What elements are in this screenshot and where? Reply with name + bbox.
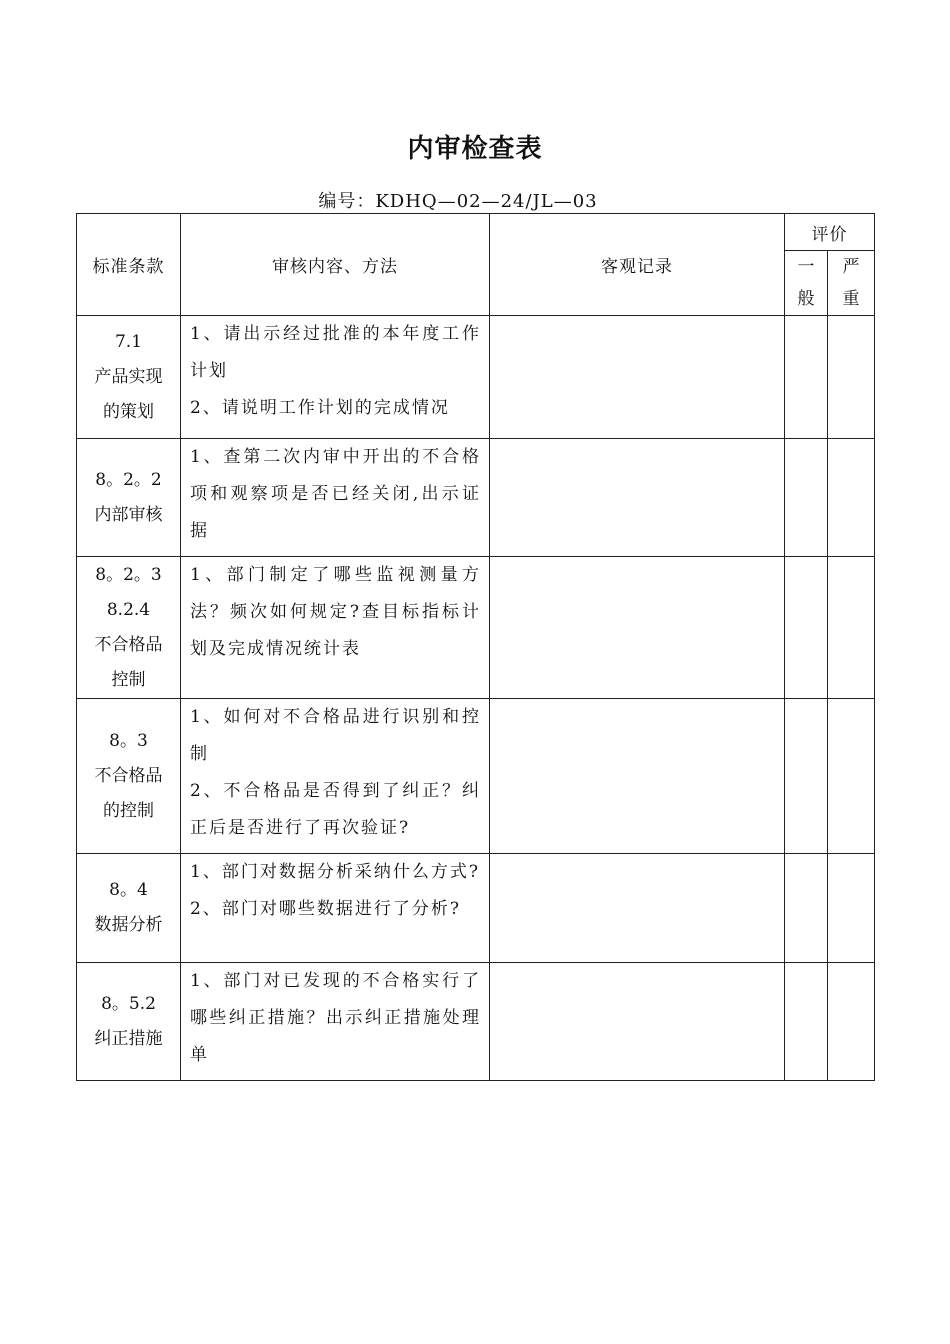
general-cell[interactable] [785,963,828,1081]
page-title: 内审检查表 [407,134,543,164]
header-general-char-1: 一 [797,257,815,277]
table-row [77,557,875,699]
general-cell[interactable] [785,854,828,963]
header-serious-char-1: 严 [842,257,860,277]
content-item: 1、部门对已发现的不合格实行了哪些纠正措施？出示纠正措施处理单 [190,971,481,1065]
content-item: 2、部门对哪些数据进行了分析? [190,899,461,919]
content-item: 1、部门对数据分析采纳什么方式? [190,862,480,882]
record-cell[interactable] [490,316,785,439]
header-general [785,251,828,316]
general-cell[interactable] [785,557,828,699]
header-evaluation: 评价 [785,214,875,251]
clause-line: 7.1 [114,331,143,352]
clause-cell [77,699,181,854]
content-cell [181,699,490,854]
content-cell [181,854,490,963]
serious-cell[interactable] [828,316,875,439]
content-item: 1、部门制定了哪些监视测量方法？频次如何规定?查目标指标计划及完成情况统计表 [190,565,481,659]
header-record: 客观记录 [490,214,785,316]
serious-cell[interactable] [828,854,875,963]
record-cell[interactable] [490,699,785,854]
clause-cell [77,316,181,439]
clause-line: 数据分析 [94,915,163,935]
table-row [77,316,875,439]
clause-line: 纠正措施 [94,1028,163,1049]
document-code: 编号：KDHQ—02—24/JL—03 [318,191,598,212]
clause-line: 产品实现 [94,366,163,387]
content-cell [181,963,490,1081]
clause-line: 不合格品 [94,765,163,786]
content-cell [181,316,490,439]
content-item: 2、请说明工作计划的完成情况 [190,398,450,418]
clause-line: 内部审核 [94,504,163,525]
header-general-char-2: 般 [797,289,815,309]
header-serious-char-2: 重 [842,289,860,309]
clause-line: 不合格品 [94,634,163,655]
serious-cell[interactable] [828,963,875,1081]
clause-line: 的控制 [103,800,154,821]
table-row [77,699,875,854]
record-cell[interactable] [490,963,785,1081]
clause-line: 8。3 [109,730,148,751]
content-item: 1、请出示经过批准的本年度工作计划 [190,324,481,381]
record-cell[interactable] [490,439,785,557]
clause-line: 8.2.4 [106,599,151,620]
clause-line: 8。2。3 [95,564,162,585]
content-item: 1、如何对不合格品进行识别和控制 [190,707,481,764]
clause-line: 控制 [111,669,146,690]
serious-cell[interactable] [828,699,875,854]
table-row [77,963,875,1081]
content-cell [181,439,490,557]
clause-line: 的策划 [103,401,154,422]
header-content: 审核内容、方法 [181,214,490,316]
record-cell[interactable] [490,557,785,699]
clause-line: 8。2。2 [95,469,162,490]
clause-cell [77,557,181,699]
clause-line: 8。4 [109,880,148,900]
table-row [77,439,875,557]
header-row [77,214,875,251]
clause-line: 8。5.2 [101,993,156,1014]
header-serious [828,251,875,316]
clause-cell [77,439,181,557]
serious-cell[interactable] [828,439,875,557]
clause-cell [77,854,181,963]
record-cell[interactable] [490,854,785,963]
content-cell [181,557,490,699]
general-cell[interactable] [785,699,828,854]
table-row [77,854,875,963]
general-cell[interactable] [785,316,828,439]
content-item: 1、查第二次内审中开出的不合格项和观察项是否已经关闭,出示证据 [190,447,481,541]
serious-cell[interactable] [828,557,875,699]
content-item: 2、不合格品是否得到了纠正？纠正后是否进行了再次验证? [190,781,481,838]
header-clause: 标准条款 [77,214,181,316]
audit-checklist-table [76,213,875,1081]
clause-cell [77,963,181,1081]
general-cell[interactable] [785,439,828,557]
